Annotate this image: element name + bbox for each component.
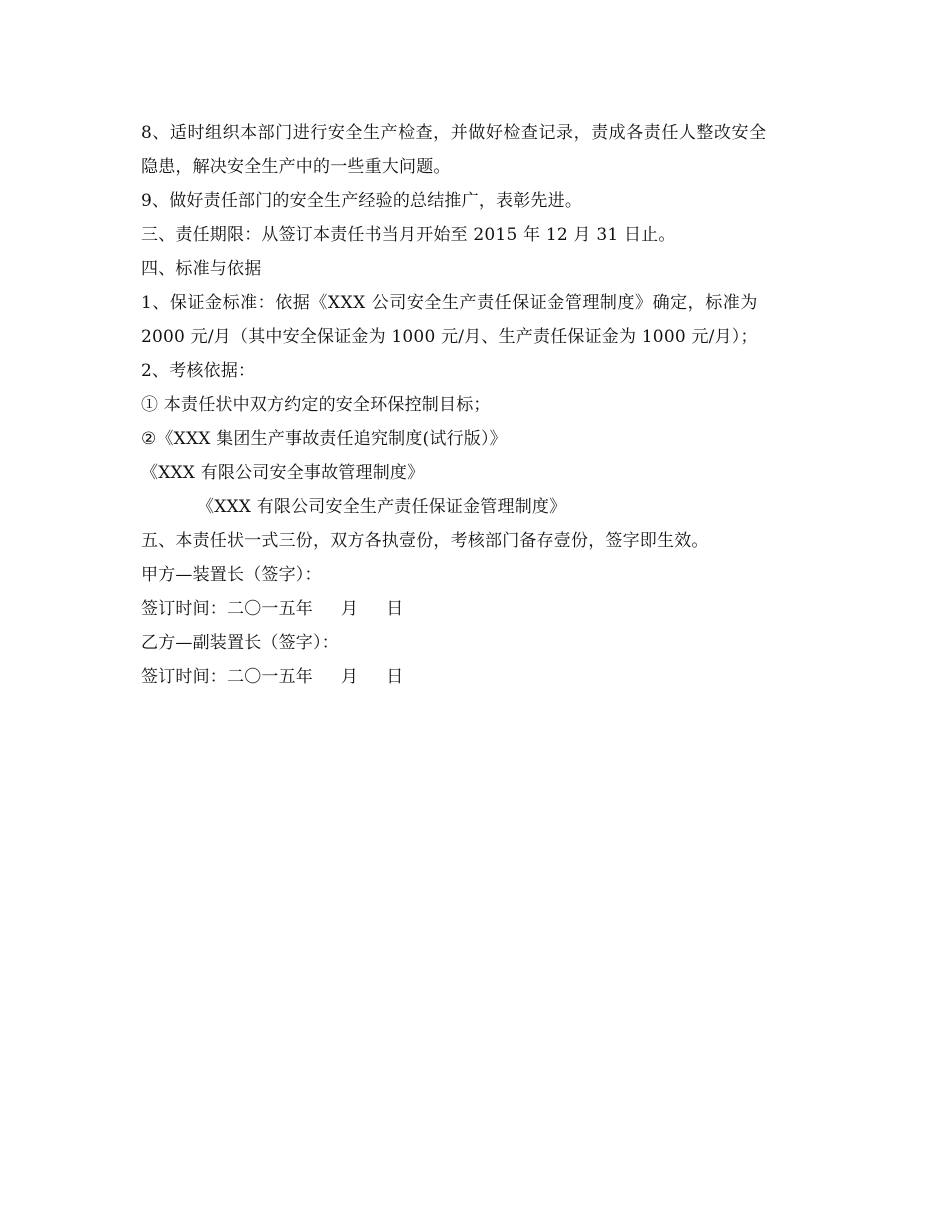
party-b-signature-label: 乙方—副装置长（签字）： <box>141 633 339 653</box>
month-label: 月 <box>341 667 359 687</box>
section-4-heading: 四、标准与依据 <box>141 259 262 279</box>
section-3-responsibility-period: 三、责任期限：从签订本责任书当月开始至 2015 年 12 月 31 日止。 <box>141 225 676 245</box>
paragraph-item-9: 9、做好责任部门的安全生产经验的总结推广，表彰先进。 <box>141 191 583 211</box>
party-b-sign-time <box>141 660 816 694</box>
assessment-basis-item-2: ②《XXX 集团生产事故责任追究制度(试行版）》 <box>141 429 507 449</box>
assessment-basis-item-3: 《XXX 有限公司安全事故管理制度》 <box>141 463 425 483</box>
deposit-standard-line-1: 1、保证金标准：依据《XXX 公司安全生产责任保证金管理制度》确定，标准为 <box>141 293 758 313</box>
day-label: 日 <box>386 599 404 619</box>
assessment-basis-item-1: ① 本责任状中双方约定的安全环保控制目标； <box>141 395 491 415</box>
sign-time-label: 签订时间：二〇一五年 <box>141 599 313 619</box>
paragraph-item-8-line-2: 隐患，解决安全生产中的一些重大问题。 <box>141 157 451 177</box>
day-label: 日 <box>386 667 404 687</box>
assessment-basis-heading: 2、考核依据： <box>141 361 256 381</box>
section-5-copies: 五、本责任状一式三份，双方各执壹份，考核部门备存壹份，签字即生效。 <box>141 531 709 551</box>
document-body <box>141 116 816 694</box>
sign-time-label: 签订时间：二〇一五年 <box>141 667 313 687</box>
paragraph-item-8-line-1: 8、适时组织本部门进行安全生产检查，并做好检查记录，责成各责任人整改安全 <box>141 123 767 143</box>
assessment-basis-item-4: 《XXX 有限公司安全生产责任保证金管理制度》 <box>197 497 567 517</box>
party-a-signature-label: 甲方—装置长（签字）： <box>141 565 322 585</box>
deposit-standard-line-2: 2000 元/月（其中安全保证金为 1000 元/月、生产责任保证金为 1000 元/月）； <box>141 327 758 347</box>
month-label: 月 <box>341 599 359 619</box>
party-a-sign-time <box>141 592 816 626</box>
